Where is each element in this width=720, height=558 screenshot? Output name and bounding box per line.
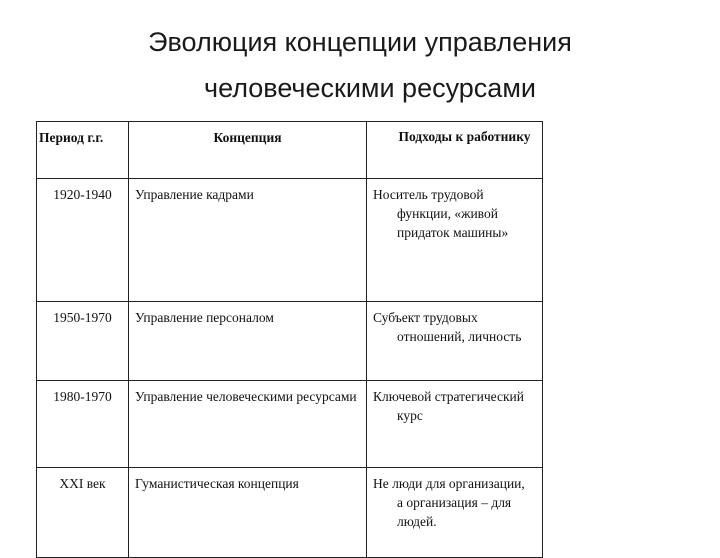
evolution-table bbox=[36, 121, 543, 558]
cell-concept: Управление персоналом bbox=[129, 302, 367, 381]
header-approach: Подходы к работнику bbox=[367, 122, 543, 179]
cell-concept: Управление кадрами bbox=[129, 179, 367, 302]
cell-approach: Не люди для организации, а организация – для людей. bbox=[373, 476, 525, 529]
cell-period: 1980-1970 bbox=[37, 381, 129, 468]
cell-concept: Управление человеческими ресурсами bbox=[135, 389, 357, 404]
table-row bbox=[37, 302, 543, 381]
header-concept: Концепция bbox=[129, 122, 367, 179]
table-row bbox=[37, 381, 543, 468]
header-period: Период г.г. bbox=[37, 122, 129, 179]
slide-title-line-1: Эволюция концепции управления bbox=[148, 27, 572, 57]
slide-title-line-2: человеческими ресурсами bbox=[204, 73, 536, 103]
cell-approach: Ключевой стратегический курс bbox=[373, 389, 524, 423]
cell-concept: Гуманистическая концепция bbox=[129, 468, 367, 558]
cell-approach: Субъект трудовых отношений, личность bbox=[373, 310, 522, 344]
table-row bbox=[37, 179, 543, 302]
cell-period: 1950-1970 bbox=[37, 302, 129, 381]
table-row bbox=[37, 468, 543, 558]
cell-approach: Носитель трудовой функции, «живой придаток машины» bbox=[373, 187, 509, 240]
cell-period: 1920-1940 bbox=[37, 179, 129, 302]
table-header-row bbox=[37, 122, 543, 179]
cell-period: XXI век bbox=[37, 468, 129, 558]
